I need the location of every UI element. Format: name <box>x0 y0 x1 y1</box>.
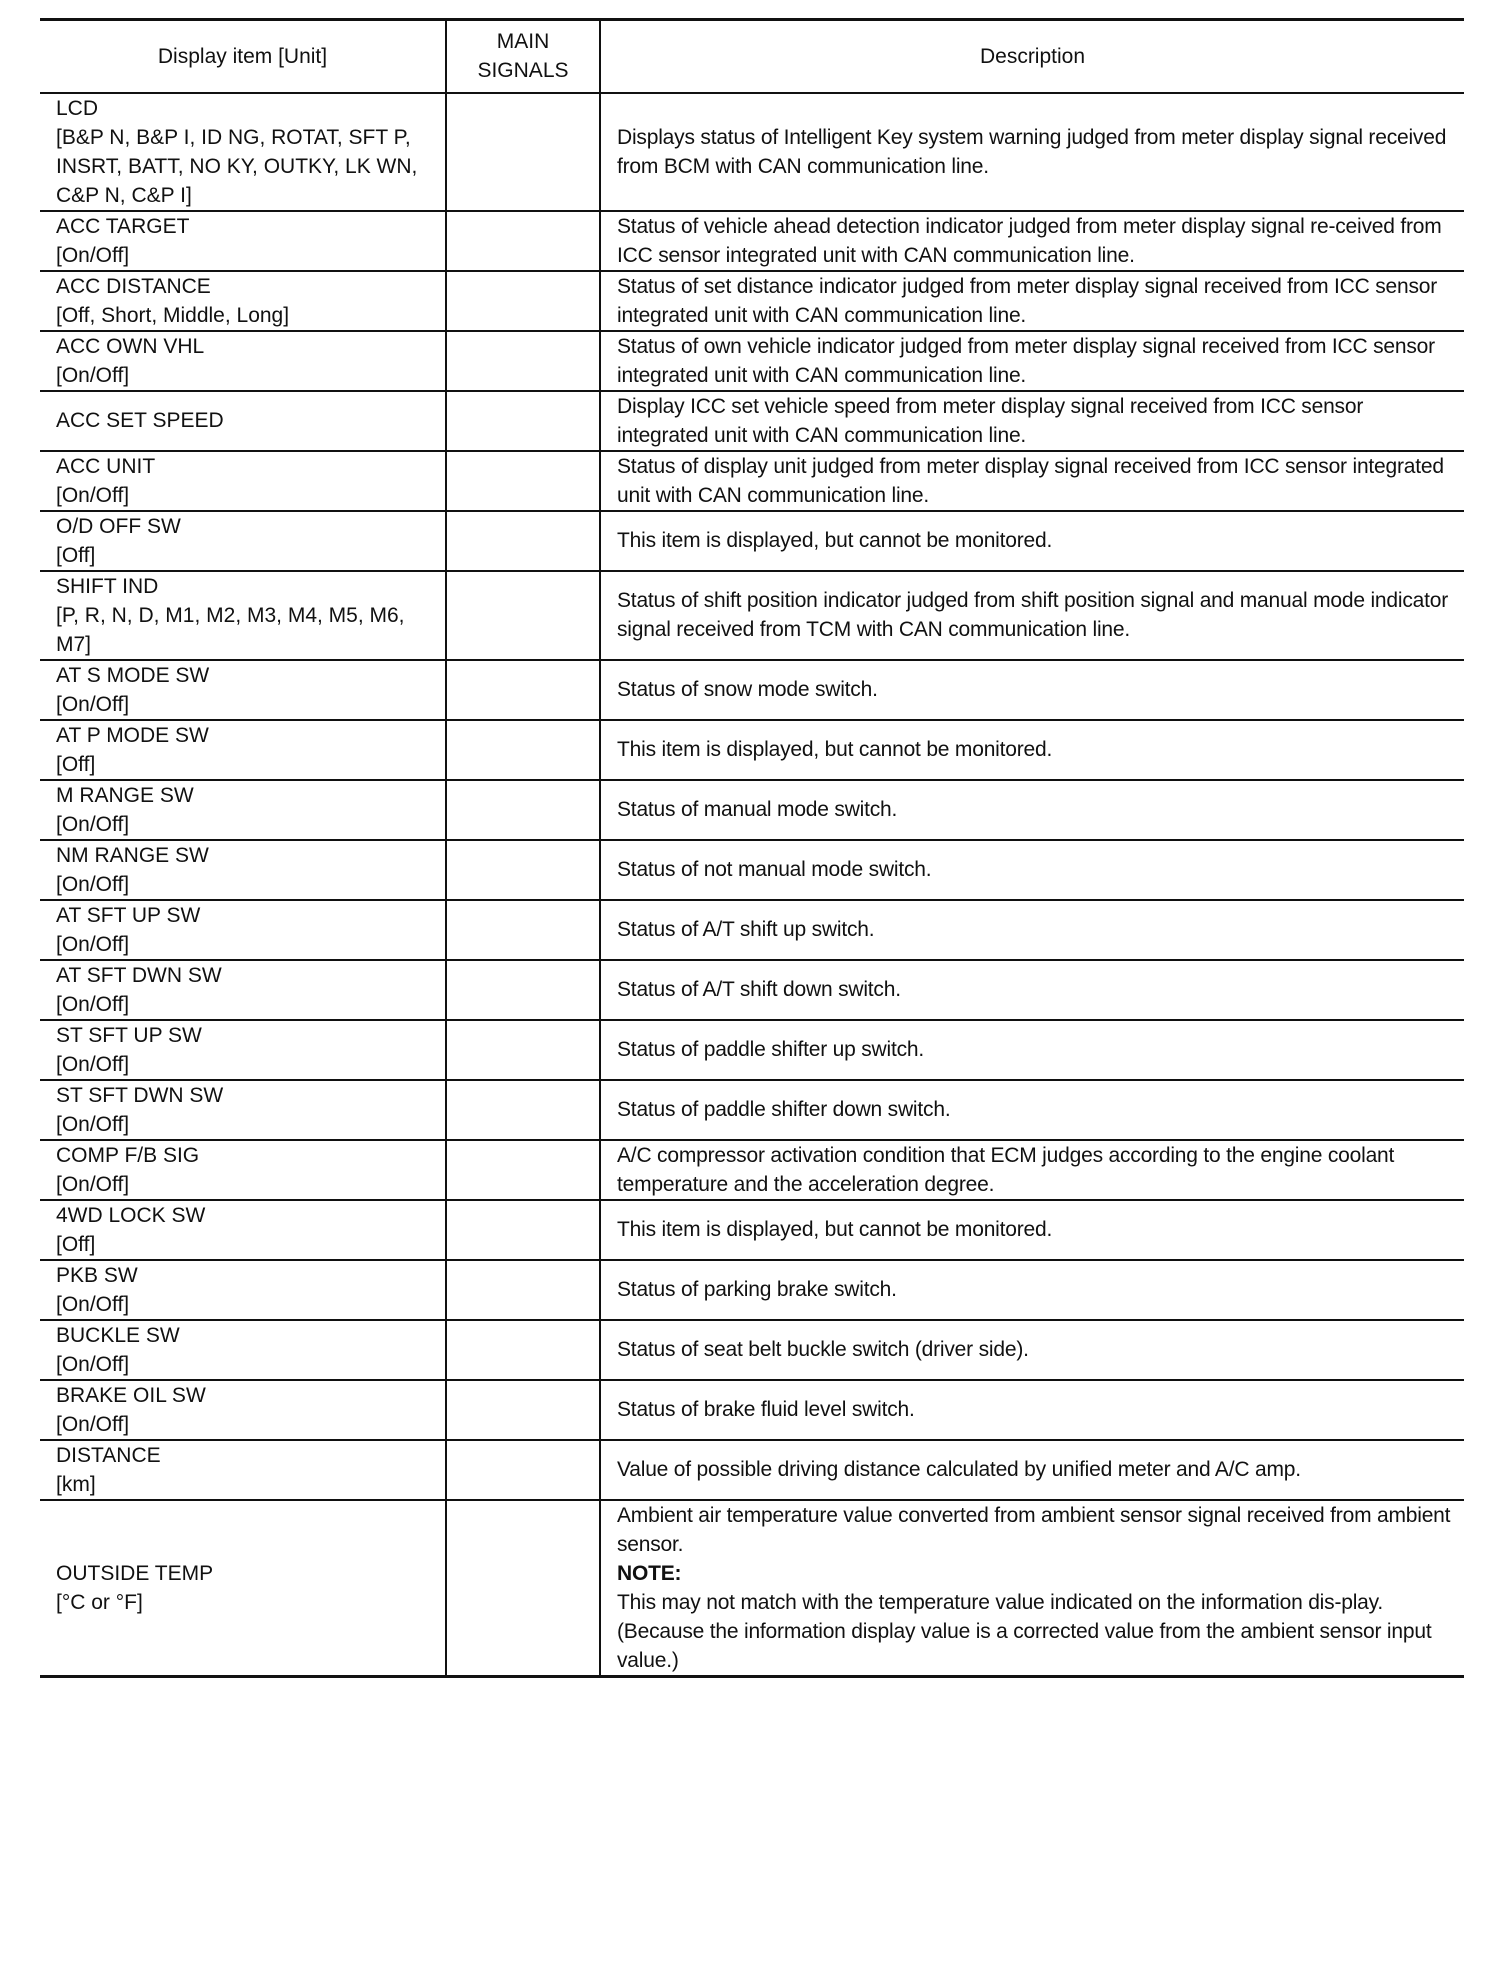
table-row <box>40 840 1464 900</box>
display-item-name: AT SFT UP SW <box>56 903 201 927</box>
description-text: Ambient air temperature value converted from ambient sensor signal received from ambient sensor. <box>617 1503 1451 1556</box>
display-item-cell <box>40 571 446 660</box>
main-signals-cell <box>446 1020 600 1080</box>
main-signals-cell <box>446 1140 600 1200</box>
display-item-cell <box>40 1080 446 1140</box>
display-item-cell <box>40 211 446 271</box>
description-cell <box>600 960 1464 1020</box>
display-item-unit: [On/Off] <box>56 1292 130 1316</box>
main-signals-cell <box>446 511 600 571</box>
table-row <box>40 720 1464 780</box>
display-item-name: DISTANCE <box>56 1443 161 1467</box>
display-item-cell <box>40 1440 446 1500</box>
table-row <box>40 1200 1464 1260</box>
table-row <box>40 391 1464 451</box>
display-item-unit: [km] <box>56 1472 96 1496</box>
table-row <box>40 93 1464 211</box>
header-main-signals-line2: SIGNALS <box>477 59 569 83</box>
description-cell <box>600 1380 1464 1440</box>
display-item-cell <box>40 331 446 391</box>
description-text: Status of vehicle ahead detection indicator judged from meter display signal re-ceived from ICC sensor integrated unit with CAN communication line. <box>617 214 1442 267</box>
display-item-cell <box>40 720 446 780</box>
display-items-table <box>40 18 1464 1678</box>
table-header-row <box>40 20 1464 93</box>
description-text: Status of seat belt buckle switch (driver side). <box>617 1338 1029 1361</box>
description-text: Status of A/T shift down switch. <box>617 978 901 1001</box>
main-signals-cell <box>446 1260 600 1320</box>
display-item-unit: [On/Off] <box>56 243 130 267</box>
table-row <box>40 1020 1464 1080</box>
display-item-name: ACC DISTANCE <box>56 274 211 298</box>
description-text: This item is displayed, but cannot be monitored. <box>617 738 1053 761</box>
description-text: Display ICC set vehicle speed from meter display signal received from ICC sensor integrated unit with CAN communication line. <box>617 394 1364 447</box>
description-cell <box>600 1260 1464 1320</box>
table-row <box>40 1500 1464 1677</box>
display-item-unit: [Off] <box>56 752 96 776</box>
display-item-name: BUCKLE SW <box>56 1323 180 1347</box>
main-signals-cell <box>446 451 600 511</box>
description-text: Displays status of Intelligent Key system warning judged from meter display signal received from BCM with CAN communication line. <box>617 125 1447 178</box>
description-text: Status of set distance indicator judged from meter display signal received from ICC sensor integrated unit with CAN communication line. <box>617 274 1438 327</box>
note-text: This may not match with the temperature value indicated on the information dis-play. (Because the information display value is a corrected value from the ambient sensor input value.) <box>617 1590 1432 1672</box>
description-cell <box>600 1200 1464 1260</box>
display-item-unit: [On/Off] <box>56 1352 130 1376</box>
main-signals-cell <box>446 271 600 331</box>
description-cell <box>600 1140 1464 1200</box>
display-item-unit: [°C or °F] <box>56 1590 143 1614</box>
main-signals-cell <box>446 1440 600 1500</box>
description-text: Status of display unit judged from meter display signal received from ICC sensor integrated unit with CAN communication line. <box>617 454 1444 507</box>
display-item-name: ACC TARGET <box>56 214 190 238</box>
table-row <box>40 960 1464 1020</box>
description-cell <box>600 331 1464 391</box>
header-description <box>600 20 1464 93</box>
display-item-cell <box>40 1260 446 1320</box>
display-item-name: COMP F/B SIG <box>56 1143 200 1167</box>
description-cell <box>600 1440 1464 1500</box>
table-row <box>40 1260 1464 1320</box>
display-item-name: 4WD LOCK SW <box>56 1203 206 1227</box>
description-text: Status of brake fluid level switch. <box>617 1398 915 1421</box>
display-item-cell <box>40 1380 446 1440</box>
header-description-label: Description <box>979 44 1086 68</box>
table-row <box>40 1080 1464 1140</box>
display-item-cell <box>40 780 446 840</box>
display-item-unit: [On/Off] <box>56 1172 130 1196</box>
description-cell <box>600 211 1464 271</box>
main-signals-cell <box>446 840 600 900</box>
display-item-unit: [On/Off] <box>56 363 130 387</box>
main-signals-cell <box>446 960 600 1020</box>
display-item-name: NM RANGE SW <box>56 843 209 867</box>
table-row <box>40 1440 1464 1500</box>
main-signals-cell <box>446 211 600 271</box>
display-item-name: AT SFT DWN SW <box>56 963 222 987</box>
display-item-cell <box>40 1020 446 1080</box>
description-cell <box>600 840 1464 900</box>
display-item-name: ST SFT DWN SW <box>56 1083 224 1107</box>
display-item-unit: [P, R, N, D, M1, M2, M3, M4, M5, M6, M7] <box>56 603 405 656</box>
main-signals-cell <box>446 1380 600 1440</box>
description-text: A/C compressor activation condition that ECM judges according to the engine coolant temperature and the acceleration degree. <box>617 1143 1395 1196</box>
display-item-name: M RANGE SW <box>56 783 194 807</box>
display-item-cell <box>40 1320 446 1380</box>
table-row <box>40 1380 1464 1440</box>
display-item-unit: [Off, Short, Middle, Long] <box>56 303 290 327</box>
main-signals-cell <box>446 780 600 840</box>
description-cell <box>600 1020 1464 1080</box>
description-text: Status of paddle shifter down switch. <box>617 1098 951 1121</box>
display-item-cell <box>40 1200 446 1260</box>
header-main-signals <box>446 20 600 93</box>
display-item-name: AT S MODE SW <box>56 663 210 687</box>
display-item-cell <box>40 451 446 511</box>
header-display-item <box>40 20 446 93</box>
display-item-unit: [On/Off] <box>56 483 130 507</box>
display-item-cell <box>40 391 446 451</box>
display-item-unit: [On/Off] <box>56 812 130 836</box>
description-text: Status of own vehicle indicator judged from meter display signal received from ICC sensor integrated unit with CAN communication line. <box>617 334 1435 387</box>
description-cell <box>600 1080 1464 1140</box>
display-item-name: ACC UNIT <box>56 454 156 478</box>
description-text: Status of A/T shift up switch. <box>617 918 875 941</box>
main-signals-cell <box>446 900 600 960</box>
description-text: This item is displayed, but cannot be monitored. <box>617 529 1053 552</box>
display-item-name: ACC OWN VHL <box>56 334 205 358</box>
display-item-unit: [On/Off] <box>56 692 130 716</box>
display-item-unit: [Off] <box>56 543 96 567</box>
display-item-name: BRAKE OIL SW <box>56 1383 206 1407</box>
main-signals-cell <box>446 660 600 720</box>
display-item-cell <box>40 960 446 1020</box>
display-item-unit: [On/Off] <box>56 1412 130 1436</box>
main-signals-cell <box>446 1200 600 1260</box>
table-row <box>40 780 1464 840</box>
description-text: Status of not manual mode switch. <box>617 858 932 881</box>
display-item-name: SHIFT IND <box>56 574 159 598</box>
main-signals-cell <box>446 1080 600 1140</box>
main-signals-cell <box>446 93 600 211</box>
display-item-cell <box>40 271 446 331</box>
description-cell <box>600 660 1464 720</box>
table-row <box>40 511 1464 571</box>
display-item-unit: [On/Off] <box>56 872 130 896</box>
main-signals-cell <box>446 391 600 451</box>
table-row <box>40 451 1464 511</box>
description-cell <box>600 1500 1464 1677</box>
description-cell <box>600 391 1464 451</box>
table-row <box>40 1140 1464 1200</box>
description-cell <box>600 271 1464 331</box>
display-item-name: LCD <box>56 96 99 120</box>
display-item-unit: [On/Off] <box>56 1112 130 1136</box>
display-item-unit: [On/Off] <box>56 992 130 1016</box>
description-text: Status of parking brake switch. <box>617 1278 897 1301</box>
display-item-name: ACC SET SPEED <box>56 409 224 432</box>
display-item-name: O/D OFF SW <box>56 514 181 538</box>
display-item-unit: [On/Off] <box>56 1052 130 1076</box>
display-item-unit: [On/Off] <box>56 932 130 956</box>
table-row <box>40 900 1464 960</box>
header-main-signals-line1: MAIN <box>496 30 550 54</box>
display-item-cell <box>40 1140 446 1200</box>
main-signals-cell <box>446 571 600 660</box>
description-cell <box>600 720 1464 780</box>
table-row <box>40 571 1464 660</box>
description-cell <box>600 1320 1464 1380</box>
table-row <box>40 211 1464 271</box>
description-cell <box>600 780 1464 840</box>
description-cell <box>600 93 1464 211</box>
table-row <box>40 271 1464 331</box>
description-text: Value of possible driving distance calculated by unified meter and A/C amp. <box>617 1458 1301 1481</box>
display-item-cell <box>40 93 446 211</box>
main-signals-cell <box>446 1500 600 1677</box>
main-signals-cell <box>446 720 600 780</box>
main-signals-cell <box>446 331 600 391</box>
table-row <box>40 331 1464 391</box>
main-signals-cell <box>446 1320 600 1380</box>
table-row <box>40 1320 1464 1380</box>
display-item-unit: [B&P N, B&P I, ID NG, ROTAT, SFT P, INSRT, BATT, NO KY, OUTKY, LK WN, C&P N, C&P I] <box>56 125 418 207</box>
display-item-name: ST SFT UP SW <box>56 1023 202 1047</box>
display-item-name: OUTSIDE TEMP <box>56 1561 214 1585</box>
display-item-cell <box>40 1500 446 1677</box>
table-row <box>40 660 1464 720</box>
display-item-name: AT P MODE SW <box>56 723 209 747</box>
header-display-item-label: Display item [Unit] <box>157 44 328 68</box>
description-cell <box>600 900 1464 960</box>
display-item-name: PKB SW <box>56 1263 138 1287</box>
display-item-unit: [Off] <box>56 1232 96 1256</box>
description-text: Status of snow mode switch. <box>617 678 878 701</box>
description-text: Status of paddle shifter up switch. <box>617 1038 925 1061</box>
description-text: Status of manual mode switch. <box>617 798 898 821</box>
display-item-cell <box>40 660 446 720</box>
description-text: This item is displayed, but cannot be monitored. <box>617 1218 1053 1241</box>
description-text: Status of shift position indicator judged from shift position signal and manual mode indicator signal received from TCM with CAN communication line. <box>617 589 1449 641</box>
description-cell <box>600 451 1464 511</box>
display-item-cell <box>40 900 446 960</box>
display-item-cell <box>40 840 446 900</box>
description-cell <box>600 571 1464 660</box>
display-item-cell <box>40 511 446 571</box>
note-label: NOTE: <box>617 1561 682 1585</box>
description-cell <box>600 511 1464 571</box>
